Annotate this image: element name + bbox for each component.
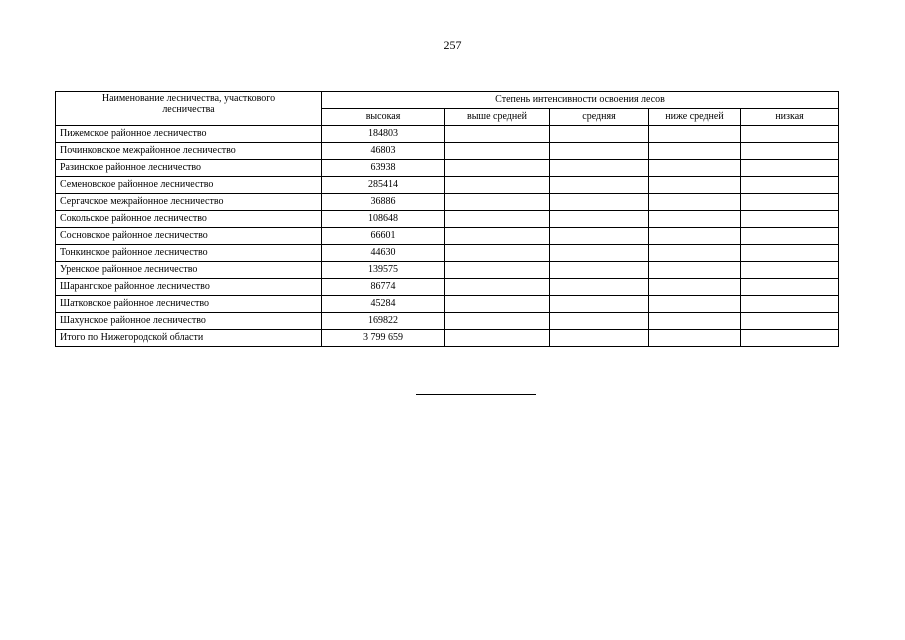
column-header-high: высокая xyxy=(322,109,445,126)
table-body xyxy=(56,126,839,347)
table-row xyxy=(56,194,839,211)
below-average-value-cell xyxy=(649,228,741,245)
average-value-cell xyxy=(550,160,649,177)
average-value-cell xyxy=(550,143,649,160)
column-header-low: низкая xyxy=(741,109,839,126)
forestry-name-cell: Шахунское районное лесничество xyxy=(56,313,322,330)
below-average-value-cell xyxy=(649,279,741,296)
low-value-cell xyxy=(741,262,839,279)
forestry-name-cell: Итого по Нижегородской области xyxy=(56,330,322,347)
average-value-cell xyxy=(550,262,649,279)
forestry-name-cell: Уренское районное лесничество xyxy=(56,262,322,279)
low-value-cell xyxy=(741,245,839,262)
low-value-cell xyxy=(741,279,839,296)
table-row xyxy=(56,211,839,228)
low-value-cell xyxy=(741,296,839,313)
low-value-cell xyxy=(741,160,839,177)
low-value-cell xyxy=(741,313,839,330)
low-value-cell xyxy=(741,211,839,228)
intensity-group-header: Степень интенсивности освоения лесов xyxy=(322,92,839,109)
column-header-average: средняя xyxy=(550,109,649,126)
below-average-value-cell xyxy=(649,330,741,347)
high-intensity-value-cell: 45284 xyxy=(322,296,445,313)
average-value-cell xyxy=(550,330,649,347)
above-average-value-cell xyxy=(445,262,550,279)
forestry-name-cell: Разинское районное лесничество xyxy=(56,160,322,177)
high-intensity-value-cell: 86774 xyxy=(322,279,445,296)
table-row xyxy=(56,279,839,296)
below-average-value-cell xyxy=(649,296,741,313)
table-row xyxy=(56,177,839,194)
high-intensity-value-cell: 169822 xyxy=(322,313,445,330)
low-value-cell xyxy=(741,143,839,160)
below-average-value-cell xyxy=(649,126,741,143)
forestry-name-header: Наименование лесничества, участкового лесничества xyxy=(56,92,322,126)
forestry-name-cell: Сокольское районное лесничество xyxy=(56,211,322,228)
average-value-cell xyxy=(550,296,649,313)
average-value-cell xyxy=(550,126,649,143)
high-intensity-value-cell: 108648 xyxy=(322,211,445,228)
table-row xyxy=(56,313,839,330)
closing-rule xyxy=(416,394,536,395)
high-intensity-value-cell: 3 799 659 xyxy=(322,330,445,347)
forestry-name-cell: Семеновское районное лесничество xyxy=(56,177,322,194)
table-row xyxy=(56,245,839,262)
average-value-cell xyxy=(550,177,649,194)
table-row xyxy=(56,262,839,279)
forest-intensity-table xyxy=(55,91,839,347)
high-intensity-value-cell: 36886 xyxy=(322,194,445,211)
below-average-value-cell xyxy=(649,143,741,160)
average-value-cell xyxy=(550,279,649,296)
below-average-value-cell xyxy=(649,245,741,262)
low-value-cell xyxy=(741,126,839,143)
below-average-value-cell xyxy=(649,313,741,330)
above-average-value-cell xyxy=(445,313,550,330)
above-average-value-cell xyxy=(445,228,550,245)
below-average-value-cell xyxy=(649,262,741,279)
table-total-row xyxy=(56,330,839,347)
high-intensity-value-cell: 184803 xyxy=(322,126,445,143)
high-intensity-value-cell: 139575 xyxy=(322,262,445,279)
above-average-value-cell xyxy=(445,279,550,296)
below-average-value-cell xyxy=(649,160,741,177)
above-average-value-cell xyxy=(445,143,550,160)
above-average-value-cell xyxy=(445,177,550,194)
low-value-cell xyxy=(741,177,839,194)
high-intensity-value-cell: 285414 xyxy=(322,177,445,194)
table-row xyxy=(56,228,839,245)
forestry-name-cell: Тонкинское районное лесничество xyxy=(56,245,322,262)
forestry-name-cell: Сосновское районное лесничество xyxy=(56,228,322,245)
above-average-value-cell xyxy=(445,245,550,262)
average-value-cell xyxy=(550,211,649,228)
table-row xyxy=(56,160,839,177)
high-intensity-value-cell: 46803 xyxy=(322,143,445,160)
forestry-name-cell: Шатковское районное лесничество xyxy=(56,296,322,313)
average-value-cell xyxy=(550,228,649,245)
high-intensity-value-cell: 66601 xyxy=(322,228,445,245)
page-number: 257 xyxy=(443,38,462,52)
low-value-cell xyxy=(741,194,839,211)
table-row xyxy=(56,143,839,160)
table-row xyxy=(56,296,839,313)
average-value-cell xyxy=(550,245,649,262)
high-intensity-value-cell: 63938 xyxy=(322,160,445,177)
average-value-cell xyxy=(550,194,649,211)
above-average-value-cell xyxy=(445,126,550,143)
forestry-name-cell: Пижемское районное лесничество xyxy=(56,126,322,143)
low-value-cell xyxy=(741,330,839,347)
table-row xyxy=(56,126,839,143)
above-average-value-cell xyxy=(445,296,550,313)
above-average-value-cell xyxy=(445,194,550,211)
average-value-cell xyxy=(550,313,649,330)
below-average-value-cell xyxy=(649,194,741,211)
low-value-cell xyxy=(741,228,839,245)
above-average-value-cell xyxy=(445,330,550,347)
above-average-value-cell xyxy=(445,160,550,177)
below-average-value-cell xyxy=(649,211,741,228)
below-average-value-cell xyxy=(649,177,741,194)
forestry-name-cell: Починковское межрайонное лесничество xyxy=(56,143,322,160)
column-header-above-average: выше средней xyxy=(445,109,550,126)
forestry-name-cell: Сергачское межрайонное лесничество xyxy=(56,194,322,211)
high-intensity-value-cell: 44630 xyxy=(322,245,445,262)
forestry-name-cell: Шарангское районное лесничество xyxy=(56,279,322,296)
table-header-row xyxy=(56,92,839,109)
column-header-below-average: ниже средней xyxy=(649,109,741,126)
above-average-value-cell xyxy=(445,211,550,228)
